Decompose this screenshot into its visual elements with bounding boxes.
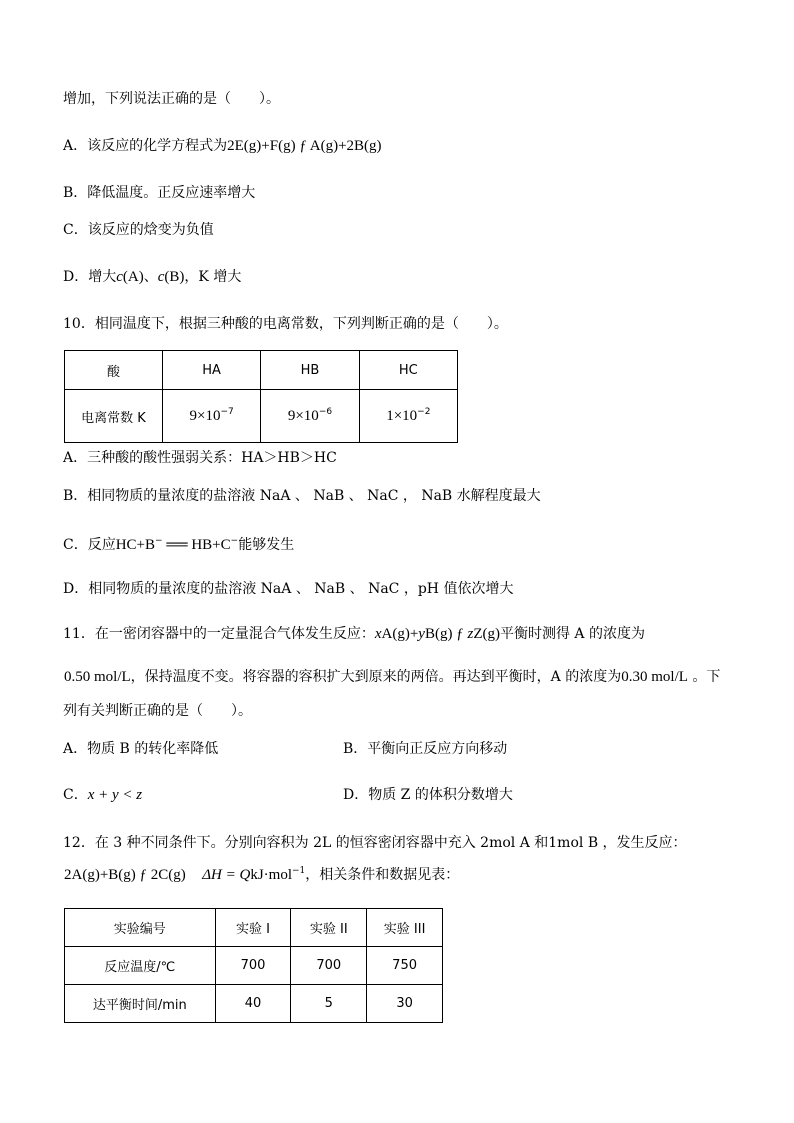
q10-c-post: 能够发生 bbox=[238, 537, 295, 553]
q10-c-sup2: − bbox=[230, 536, 239, 546]
q10-option-b: B．相同物质的量浓度的盐溶液 NaA 、 NaB 、 NaC ， NaB 水解程度最大 bbox=[63, 488, 541, 504]
q9-equation: 2E(g)+F(g) ƒ A(g)+2B(g) bbox=[227, 138, 382, 154]
q11-stem-pre: 11．在一密闭容器中的一定量混合气体发生反应： bbox=[63, 626, 375, 642]
q11-val1: 0.50 mol/L bbox=[64, 669, 131, 685]
q11-y: y bbox=[418, 626, 425, 642]
q12-row-time-label: 达平衡时间/min bbox=[65, 985, 216, 1023]
q9-d-c1: c bbox=[116, 269, 123, 285]
q11-line2 bbox=[64, 667, 720, 687]
q11-line3: 列有关判断正确的是（ ）。 bbox=[63, 703, 252, 719]
q9-d-post: ，K 增大 bbox=[184, 269, 242, 285]
q11-ag: A(g)+ bbox=[381, 626, 419, 642]
q12-dh-unit: kJ·mol bbox=[250, 867, 292, 883]
q11-option-a: A．物质 B 的转化率降低 bbox=[63, 741, 219, 757]
q11-bg: B(g) ƒ bbox=[424, 626, 468, 642]
q10-c-arrow: ══ bbox=[162, 537, 192, 553]
q9-d-sep: 、 bbox=[143, 269, 158, 285]
q10-value-hb: $9\times 10^{-6}$ bbox=[261, 390, 359, 443]
q11-c-pre: C． bbox=[63, 787, 88, 803]
q10-value-hc: $1\times 10^{-2}$ bbox=[359, 390, 457, 443]
q11-z: z bbox=[467, 626, 474, 642]
q10-c-sup1: − bbox=[155, 536, 163, 546]
q12-table bbox=[64, 908, 443, 1023]
q12-row-time-3: 30 bbox=[367, 985, 443, 1023]
q11-line2-mid: ，保持温度不变。将容器的容积扩大到原来的两倍。再达到平衡时，A 的浓度为 bbox=[130, 669, 622, 685]
q10-stem: 10．相同温度下，根据三种酸的电离常数，下列判断正确的是（ ）。 bbox=[63, 316, 508, 332]
q12-row-temp-3: 750 bbox=[367, 947, 443, 985]
q9-d-a: (A) bbox=[122, 269, 144, 285]
q12-dh-exp: −1 bbox=[292, 866, 306, 876]
q11-c-math: x + y < z bbox=[87, 787, 143, 803]
q9-option-c: C．该反应的焓变为负值 bbox=[63, 222, 214, 238]
q12-dh: ΔH = Q bbox=[202, 867, 251, 883]
q12-equation: 2A(g)+B(g) ƒ 2C(g) bbox=[64, 867, 186, 883]
q9-option-d bbox=[63, 267, 241, 287]
q12-header-exp3: 实验 III bbox=[367, 909, 443, 947]
q9-option-a-text: A．该反应的化学方程式为 bbox=[63, 138, 228, 154]
q9-option-b: B．降低温度。正反应速率增大 bbox=[63, 185, 256, 201]
q11-option-c bbox=[63, 785, 142, 805]
q10-header-hc: HC bbox=[359, 351, 457, 390]
q10-option-a: A．三种酸的酸性强弱关系：HA＞HB＞HC bbox=[63, 450, 337, 466]
q10-value-ha: $9\times 10^{-7}$ bbox=[162, 390, 260, 443]
q10-option-d: D．相同物质的量浓度的盐溶液 NaA 、 NaB 、 NaC ，pH 值依次增大 bbox=[63, 581, 514, 597]
q12-header-exp1: 实验 I bbox=[215, 909, 291, 947]
q10-table bbox=[64, 350, 458, 443]
q12-row-time-2: 5 bbox=[291, 985, 367, 1023]
q10-option-c bbox=[63, 535, 294, 555]
q12-row-temp-label: 反应温度/℃ bbox=[65, 947, 216, 985]
q12-row-temp-2: 700 bbox=[291, 947, 367, 985]
q12-row-temp-1: 700 bbox=[215, 947, 291, 985]
q11-stem bbox=[63, 624, 645, 644]
q9-d-pre: D．增大 bbox=[63, 269, 117, 285]
q12-equation-line bbox=[64, 865, 459, 885]
q12-row-time-1: 40 bbox=[215, 985, 291, 1023]
q12-header-exp2: 实验 II bbox=[291, 909, 367, 947]
q10-c-eq1: HC+B bbox=[115, 537, 156, 553]
q9-d-b: (B) bbox=[164, 269, 185, 285]
q12-stem: 12．在 3 种不同条件下。分别向容积为 2L 的恒容密闭容器中充入 2mol A 和1mol B ，发生反应： bbox=[63, 835, 687, 851]
q10-header-ha: HA bbox=[162, 351, 260, 390]
q10-c-eq2: HB+C bbox=[191, 537, 231, 553]
q12-post: ，相关条件和数据见表： bbox=[305, 867, 460, 883]
q11-option-d: D．物质 Z 的体积分数增大 bbox=[343, 787, 513, 803]
q11-option-b: B．平衡向正反应方向移动 bbox=[343, 741, 508, 757]
q9-d-c2: c bbox=[157, 269, 165, 285]
q10-header-acid: 酸 bbox=[65, 351, 163, 390]
intro-line: 增加，下列说法正确的是（ ）。 bbox=[63, 91, 280, 107]
q11-zg: Z(g) bbox=[473, 626, 500, 642]
q11-stem-post: 平衡时测得 A 的浓度为 bbox=[499, 626, 645, 642]
q9-option-a bbox=[63, 136, 382, 156]
q12-header-id: 实验编号 bbox=[65, 909, 216, 947]
q11-line2-end: 。下 bbox=[687, 669, 721, 685]
q11-x: x bbox=[374, 626, 382, 642]
q10-c-pre: C．反应 bbox=[63, 537, 116, 553]
q10-header-hb: HB bbox=[261, 351, 359, 390]
q10-row-label: 电离常数 K bbox=[65, 390, 163, 443]
q11-val2: 0.30 mol/L bbox=[621, 669, 688, 685]
